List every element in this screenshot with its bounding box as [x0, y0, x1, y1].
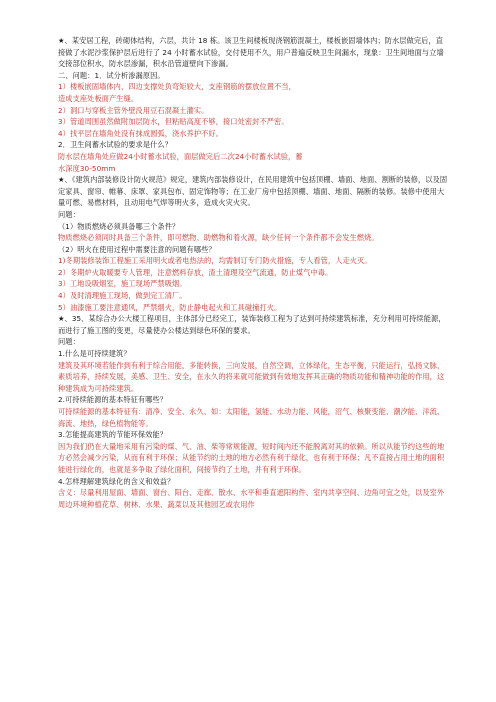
case2-question-1: （1）物质燃烧必须具备哪三个条件？	[58, 221, 180, 231]
case3-questions-label: 问题：	[58, 337, 80, 347]
case1-answer-1-line-2: 造成支座处板面产生缝。	[58, 93, 139, 103]
case2-intro: ★、《建筑内部装修设计防火规范》规定，建筑内部装修设计，在民用建筑中包括顶棚、墙面、地面、割断的装修，以及固定家具、窗帘、帷幕、床罩、家具包布、固定饰物等；在工业厂房中包括顶棚、墙面、地面、隔断的装修。装修中使用大量可燃、易燃材料，且动用电气焊等明火多，造成火灾火灾。	[58, 175, 448, 208]
case2-answer-2-item-4: 4）及时清理施工现场，做到完工清厂。	[58, 291, 187, 301]
case1-answer-1-line-1: 1）楼板嵌固墙体内，四边支撑处负弯矩较大，支座钢筋的摆放位置不当，	[58, 82, 296, 92]
case1-answer-1-line-4: 3）管道周围虽然做附加层防水，但粘贴高度不够，接口处密封不严密。	[58, 117, 289, 127]
case3-answer-2: 可持续能源的基本特征有：清净、安全、永久、如：太阳能，氢能、水动力能、风能，沼气、核聚变能、潮汐能、洋流、海流、地热，绿色植物能等。	[58, 407, 445, 428]
case1-question-1: 二、问题：1．试分析渗漏原因。	[58, 70, 165, 80]
case1-answer-2-line-1: 防水层在墙角处应做24小时蓄水试验，面层做完后二次24小时蓄水试验，蓄	[58, 151, 303, 161]
case3-question-1: 1.什么是可持续建筑？	[58, 349, 131, 359]
case3-answer-1: 建筑及其环境若能作到有利于综合用能，多能转换，三向发展，自然空调，立体绿化，生态平衡，只能运行，弘扬文脉，素质培养，持续发展，美感、卫生、安全，在永久的将来就可能做到有效地发挥其正确的物质功能和精神功能的作用，这种建筑成为可持续建筑。	[58, 360, 445, 393]
case1-question-2: 2．卫生间蓄水试验的要求是什么？	[58, 140, 172, 150]
case3-answer-3: 因为我们仍在大量地采用有污染的煤、气、油、柴等常规能源，短时间内还不能脱离对其的依赖。所以从能节约这些的地方必然会减少污染，从而有利于环保；从能节约的土地的地方必然有利于绿化，也有利于环保；凡不直接占用土地的面积能进行绿化的，也就是多争取了绿化面积，间接节约了土地，并有利于环保。	[58, 441, 445, 474]
case2-answer-1: 物质燃烧必须同时具备三个条件，即可燃物、助燃物和着火源，缺少任何一个条件都不会发生燃烧。	[58, 233, 379, 243]
case3-question-3: 3.怎能提高建筑的节能环保效能？	[58, 430, 168, 440]
case2-answer-2-item-1: 1)冬期装修装饰工程施工采用明火或者电热法的，均需制订专门防火措施，专人看管，人走火灭。	[58, 256, 372, 266]
case1-intro: ★、某安居工程，砖砌体结构，六层，共计 18 栋。该卫生间楼板现浇钢筋混凝土，楼板嵌固墙体内；防水层做完后，直接做了水泥沙浆保护层后进行了 24 小时蓄水试验，交付使用不久，用户普遍反映卫生间漏水，现象：卫生间地面与立墙交接部位积水，防水层渗漏，积水沿管道壁向下渗漏。	[58, 36, 444, 69]
case3-intro: ★、35、某综合办公大楼工程项目，主体部分已经完工，装饰装修工程为了达到可持续建筑标准，充分利用可持续能源，而进行了施工图的变更，尽量使办公楼达到绿色环保的要求。	[58, 314, 446, 335]
case3-question-2: 2.可持续能源的基本特征有哪些？	[58, 395, 168, 405]
case2-answer-2-item-2: 2）冬期炉火取暖要专人管理，注意燃料存放，渣土清理及空气流通，防止煤气中毒。	[58, 267, 333, 277]
case1-answer-1-line-3: 2）洞口与穿板主管外壁没用豆石混凝土灌实。	[58, 105, 209, 115]
document-page	[58, 35, 450, 510]
case2-answer-2-item-3: 3）工地设吸烟室，施工现场严禁吸烟。	[58, 279, 187, 289]
case2-question-2: （2）明火在使用过程中需要注意的问题有哪些？	[58, 244, 216, 254]
case2-answer-2-item-5: 5）油漆施工要注意通风，严禁烟火，防止静电起火和工具碰撞打火。	[58, 302, 282, 312]
case2-questions-label: 问题：	[58, 209, 80, 219]
case3-question-4: 4.怎样理解建筑绿化的含义和效益？	[58, 476, 175, 486]
case3-answer-4: 含义：尽量利用屋面、墙面、窗台、阳台、走廊、散水、水平和垂直遮阳构件、室内共享空间、边角可宜之处，以及室外周边环境种植花草、树林、水果、蔬菜以及其他园艺或农用作	[58, 488, 445, 509]
case1-answer-1-line-5: 4）找平层在墙角处没有抹成圆弧，浇水养护不好。	[58, 128, 224, 138]
case1-answer-2-line-2: 水深度30-50mm	[58, 163, 116, 173]
